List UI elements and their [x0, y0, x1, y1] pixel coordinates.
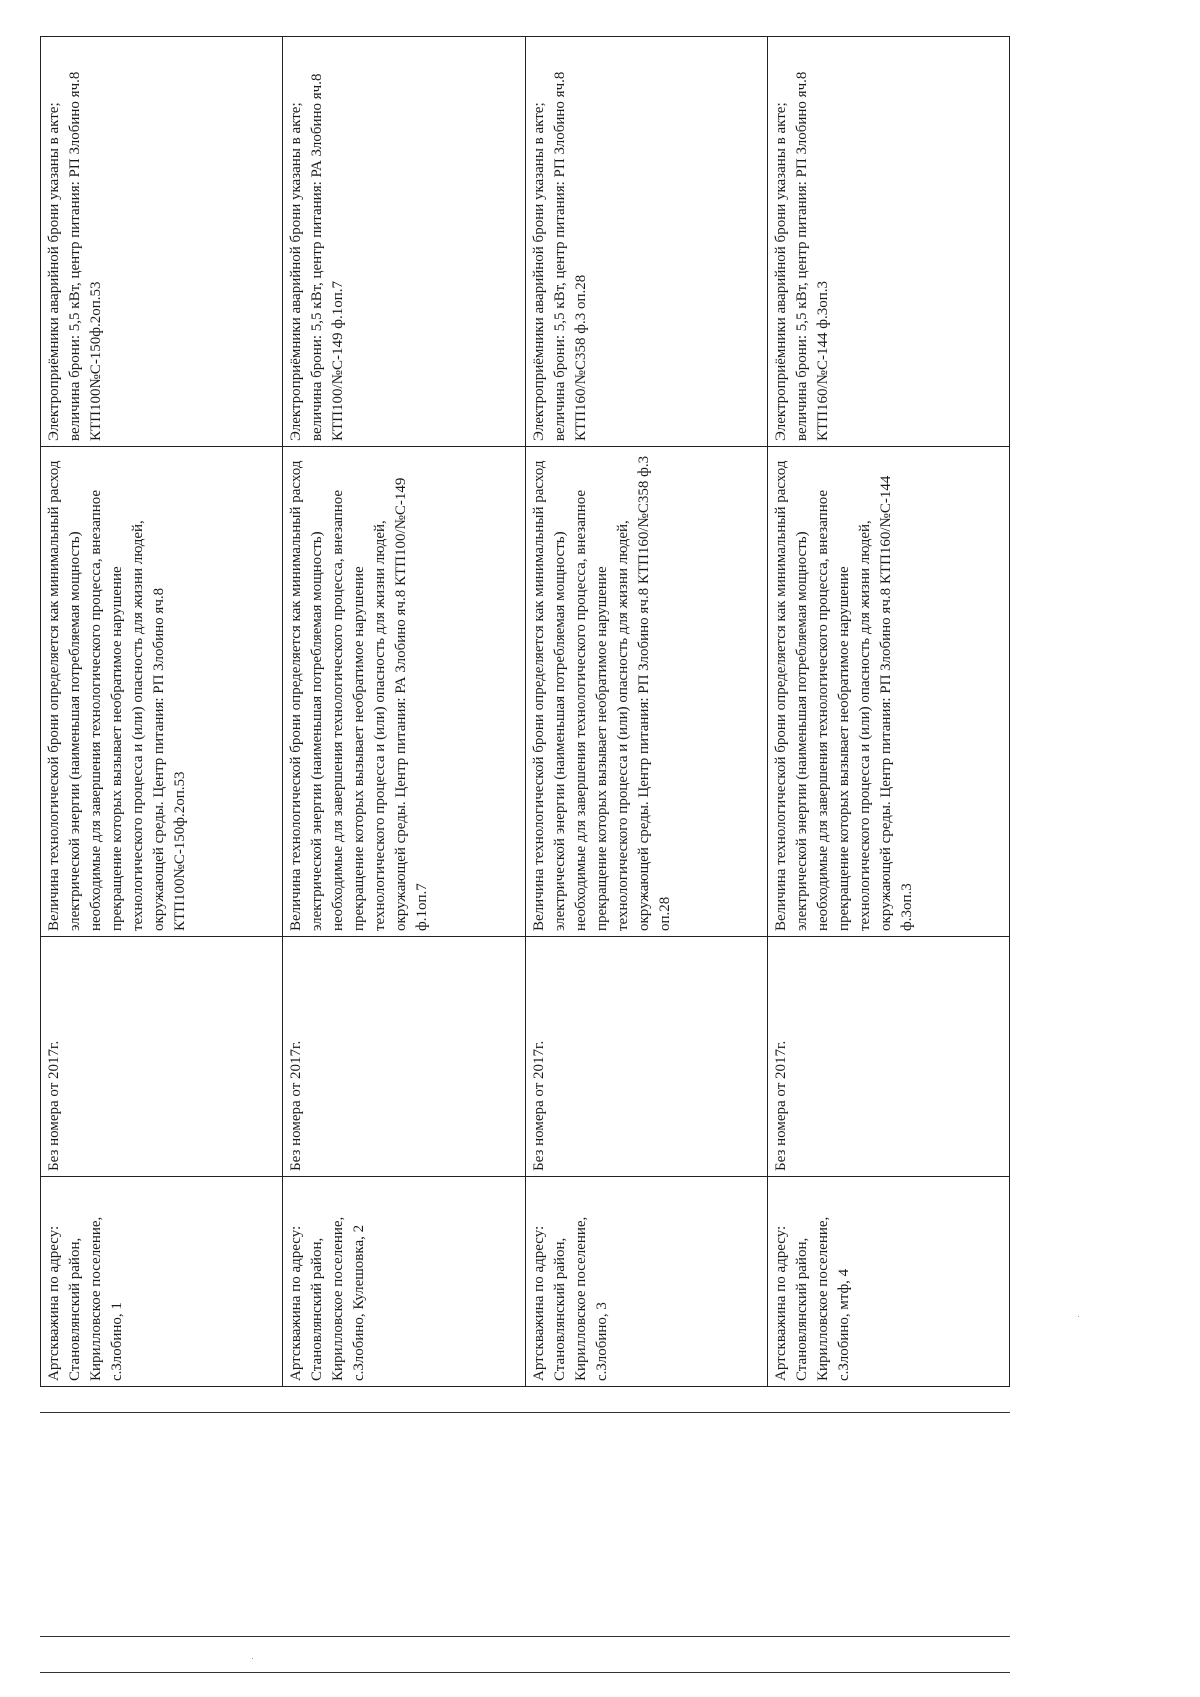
- armor-table: [40, 36, 1010, 1387]
- scan-speck: [1078, 1316, 1079, 1317]
- object-address-cell: Артскважина по адресу: Становлянский район, Кирилловское поселение, с.Злобино, Кулешовка, 2: [283, 1177, 525, 1387]
- act-cell: Без номера от 2017г.: [41, 937, 283, 1177]
- landscape-page: [40, 37, 1010, 1387]
- emergency-bron-cell: Электроприёмники аварийной брони указаны в акте; величина брони: 5,5 кВт, центр питания: РП Злобино яч.8 КТП100№С-150ф.2оп.53: [41, 37, 283, 447]
- rule-line-top: [40, 1412, 1010, 1413]
- object-address-cell: Артскважина по адресу: Становлянский район, Кирилловское поселение, с.Злобино, 3: [525, 1177, 767, 1387]
- act-cell: Без номера от 2017г.: [525, 937, 767, 1177]
- object-address-cell: Артскважина по адресу: Становлянский район, Кирилловское поселение, с.Злобино, 1: [41, 1177, 283, 1387]
- table-row: [283, 37, 525, 1387]
- rule-line-bottom: [40, 1672, 1010, 1673]
- act-cell: Без номера от 2017г.: [283, 937, 525, 1177]
- tech-bron-cell: Величина технологической брони определяется как минимальный расход электрической энергии (наименьшая потребляемая мощность) необходимые для завершения технологического процесса, внезапное прекращение которых вызывает необратимое нарушение технологического процесса и (или) опасность для жизни людей, окружающей среды. Центр питания: РП Злобино яч.8 КТП160/№С358 ф.3 оп.28: [525, 447, 767, 937]
- table-row: [41, 37, 283, 1387]
- tech-bron-cell: Величина технологической брони определяется как минимальный расход электрической энергии (наименьшая потребляемая мощность) необходимые для завершения технологического процесса, внезапное прекращение которых вызывает необратимое нарушение технологического процесса и (или) опасность для жизни людей, окружающей среды. Центр питания: РА Злобино яч.8 КТП100/№С-149 ф.1оп.7: [283, 447, 525, 937]
- table-row: [525, 37, 767, 1387]
- emergency-bron-cell: Электроприёмники аварийной брони указаны в акте; величина брони: 5,5 кВт, центр питания: РА Злобино яч.8 КТП100/№С-149 ф.1оп.7: [283, 37, 525, 447]
- emergency-bron-cell: Электроприёмники аварийной брони указаны в акте; величина брони: 5,5 кВт, центр питания: РП Злобино яч.8 КТП160/№С358 ф.3 оп.28: [525, 37, 767, 447]
- tech-bron-cell: Величина технологической брони определяется как минимальный расход электрической энергии (наименьшая потребляемая мощность) необходимые для завершения технологического процесса, внезапное прекращение которых вызывает необратимое нарушение технологического процесса и (или) опасность для жизни людей, окружающей среды. Центр питания: РП Злобино яч.8 КТП100№С-150ф.2оп.53: [41, 447, 283, 937]
- rotated-page-region: [40, 37, 1010, 1387]
- scan-speck: [252, 1658, 253, 1659]
- tech-bron-cell: Величина технологической брони определяется как минимальный расход электрической энергии (наименьшая потребляемая мощность) необходимые для завершения технологического процесса, внезапное прекращение которых вызывает необратимое нарушение технологического процесса и (или) опасность для жизни людей, окружающей среды. Центр питания: РП Злобино яч.8 КТП160/№С-144 ф.3оп.3: [767, 447, 1009, 937]
- act-cell: Без номера от 2017г.: [767, 937, 1009, 1177]
- object-address-cell: Артскважина по адресу: Становлянский район, Кирилловское поселение, с.Злобино, мтф, 4: [767, 1177, 1009, 1387]
- table-row: [767, 37, 1009, 1387]
- rule-line-middle: [40, 1636, 1010, 1637]
- emergency-bron-cell: Электроприёмники аварийной брони указаны в акте; величина брони: 5,5 кВт, центр питания: РП Злобино яч.8 КТП160/№С-144 ф.3оп.3: [767, 37, 1009, 447]
